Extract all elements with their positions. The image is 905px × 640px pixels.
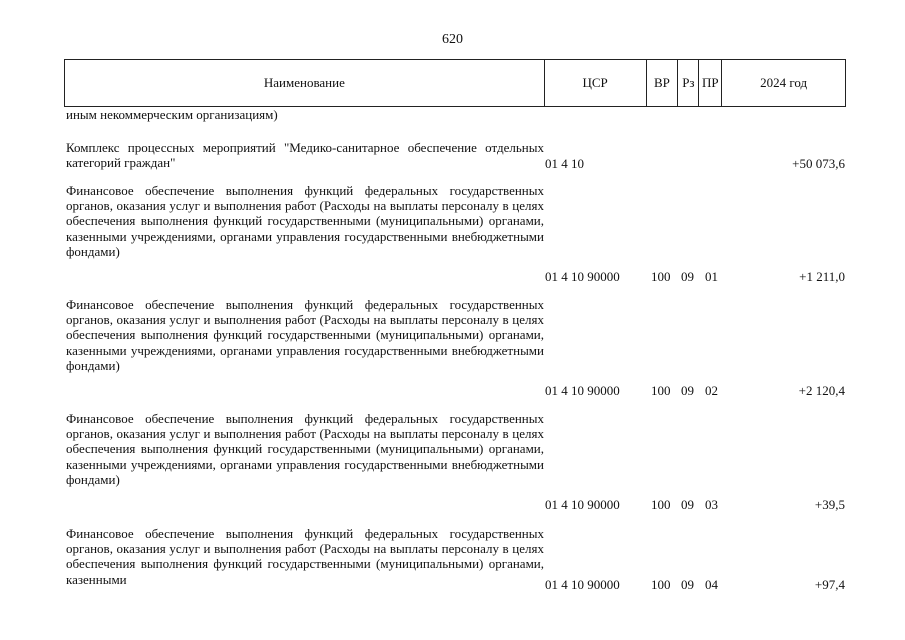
row-csr: 01 4 10 <box>545 156 584 171</box>
row-vr: 100 <box>651 577 671 592</box>
row-vr: 100 <box>651 383 671 398</box>
header-vr: ВР <box>647 60 679 106</box>
table-header <box>64 59 846 107</box>
row-name: Финансовое обеспечение выполнения функций федеральных государственных органов, оказания услуг и выполнения работ (Расходы на выплаты персоналу в целях обеспечения выполнения функций государственными (муниципальными) органами, казенными учреждениями, органами управления государственными внебюджетными фондами) <box>66 297 544 373</box>
row-csr: 01 4 10 90000 <box>545 383 620 398</box>
row-vr: 100 <box>651 497 671 512</box>
row-pr: 04 <box>705 577 718 592</box>
row-name: иным некоммерческим организациям) <box>66 107 278 122</box>
row-rz: 09 <box>681 577 694 592</box>
page-number: 620 <box>442 32 463 47</box>
row-vr: 100 <box>651 269 671 284</box>
row-amount: +39,5 <box>814 497 845 512</box>
row-pr: 01 <box>705 269 718 284</box>
row-name: Финансовое обеспечение выполнения функций федеральных государственных органов, оказания услуг и выполнения работ (Расходы на выплаты персоналу в целях обеспечения выполнения функций государственными (муниципальными) органами, казенными <box>66 526 544 587</box>
row-pr: 03 <box>705 497 718 512</box>
row-pr: 02 <box>705 383 718 398</box>
row-csr: 01 4 10 90000 <box>545 577 620 592</box>
row-values <box>0 497 905 512</box>
row-values <box>0 383 905 398</box>
row-rz: 09 <box>681 269 694 284</box>
row-amount: +50 073,6 <box>792 156 845 171</box>
header-year: 2024 год <box>760 75 808 90</box>
row-amount: +2 120,4 <box>798 383 845 398</box>
row-name: Финансовое обеспечение выполнения функций федеральных государственных органов, оказания услуг и выполнения работ (Расходы на выплаты персоналу в целях обеспечения выполнения функций государственными (муниципальными) органами, казенными учреждениями, органами управления государственными внебюджетными фондами) <box>66 183 544 259</box>
header-name: Наименование <box>65 60 545 106</box>
row-values <box>0 577 905 592</box>
row-name: Комплекс процессных мероприятий "Медико-санитарное обеспечение отдельных категорий граждан" <box>66 140 544 171</box>
row-amount: +1 211,0 <box>799 269 845 284</box>
row-csr: 01 4 10 90000 <box>545 497 620 512</box>
header-pr: ПР <box>699 60 722 106</box>
row-values <box>0 156 905 171</box>
row-csr: 01 4 10 90000 <box>545 269 620 284</box>
row-amount: +97,4 <box>814 577 845 592</box>
row-rz: 09 <box>681 497 694 512</box>
row-rz: 09 <box>681 383 694 398</box>
header-rz: Рз <box>678 60 699 106</box>
row-name: Финансовое обеспечение выполнения функций федеральных государственных органов, оказания услуг и выполнения работ (Расходы на выплаты персоналу в целях обеспечения выполнения функций государственными (муниципальными) органами, казенными учреждениями, органами управления государственными внебюджетными фондами) <box>66 411 544 487</box>
header-csr: ЦСР <box>545 60 647 106</box>
row-values <box>0 269 905 284</box>
